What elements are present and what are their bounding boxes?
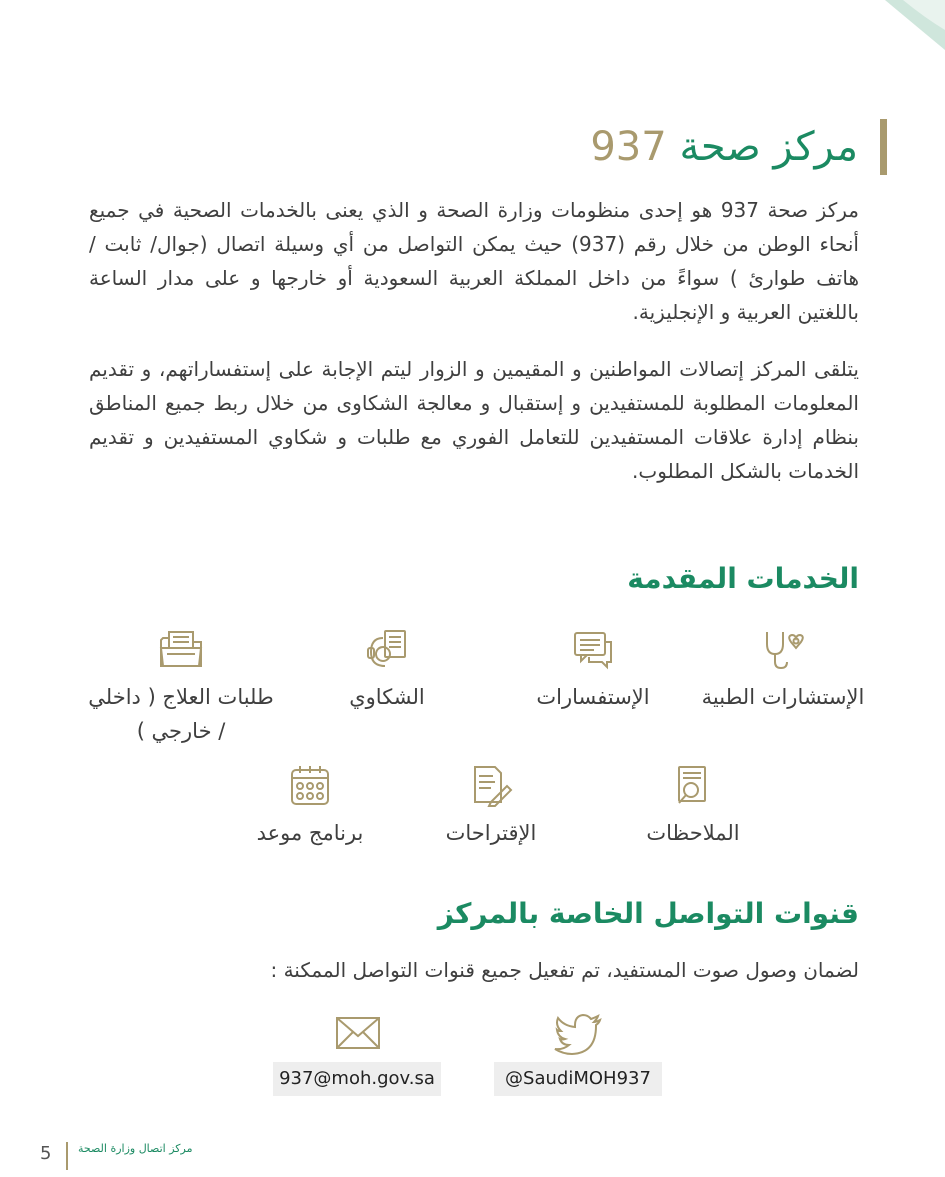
- description-paragraph: يتلقى المركز إتصالات المواطنين و المقيمين و الزوار ليتم الإجابة على إستفساراتهم، و تقديم المعلومات المطلوبة للمستفيدين و إستقبال و معالجة الشكاوى من خلال ربط جميع المناطق بنظام إدارة علاقات المستفيدين للتعامل الفوري مع طلبات و شكاوي المستفيدين و تقديم الخدمات بالشكل المطلوب.: [89, 357, 859, 483]
- twitter-bird-icon: [554, 1014, 604, 1056]
- service-suggestions: [396, 764, 586, 850]
- footer-divider: [66, 1142, 68, 1170]
- corner-decoration: [875, 0, 945, 70]
- service-notes: [598, 764, 788, 850]
- service-inquiries: [498, 628, 688, 714]
- services-heading: الخدمات المقدمة: [627, 562, 859, 595]
- intro-paragraph: مركز صحة 937 هو إحدى منظومات وزارة الصحة و الذي يعنى بالخدمات الصحية في جميع أنحاء الوطن من خلال رقم (937) حيث يمكن التواصل من أي وسيلة اتصال (جوال/ ثابت / هاتف طوارئ ) سواءً من داخل المملكة العربية السعودية أو خارجها و على مدار الساعة باللغتين العربية و الإنجليزية.: [89, 198, 859, 324]
- document-pen-icon: [467, 764, 515, 808]
- page-title-row: [590, 118, 887, 176]
- title-accent-bar: [880, 119, 887, 175]
- service-medical-consultations: [688, 628, 878, 714]
- channels-heading: قنوات التواصل الخاصة بالمركز: [437, 897, 859, 930]
- service-label: برنامج موعد: [256, 821, 364, 845]
- calendar-icon: [286, 764, 334, 808]
- service-label: الإقتراحات: [445, 821, 537, 845]
- stethoscope-heart-icon: [759, 628, 807, 672]
- service-label: الشكاوي: [349, 685, 425, 709]
- service-treatment-requests: [86, 628, 276, 748]
- page-title-text: مركز صحة: [679, 124, 858, 170]
- page-number: 5: [40, 1143, 52, 1164]
- document-magnifier-icon: [669, 764, 717, 808]
- twitter-handle-chip[interactable]: @SaudiMOH937: [494, 1062, 662, 1096]
- chat-bubbles-icon: [569, 628, 617, 672]
- page-title: [590, 124, 858, 170]
- envelope-icon: [335, 1016, 381, 1050]
- service-label: الملاحظات: [646, 821, 740, 845]
- channels-intro-text: لضمان وصول صوت المستفيد، تم تفعيل جميع قنوات التواصل الممكنة :: [270, 958, 859, 982]
- footer-brand-text: مركز اتصال وزارة الصحة: [78, 1142, 193, 1155]
- folder-files-icon: [157, 628, 205, 672]
- page-title-number: 937: [590, 124, 667, 170]
- service-complaints: [292, 628, 482, 714]
- service-label: الإستشارات الطبية: [701, 685, 865, 709]
- service-label: طلبات العلاج ( داخلي / خارجي ): [88, 685, 274, 743]
- service-label: الإستفسارات: [536, 685, 650, 709]
- headset-document-icon: [363, 628, 411, 672]
- service-appointment-program: [215, 764, 405, 850]
- email-address-chip[interactable]: 937@moh.gov.sa: [273, 1062, 441, 1096]
